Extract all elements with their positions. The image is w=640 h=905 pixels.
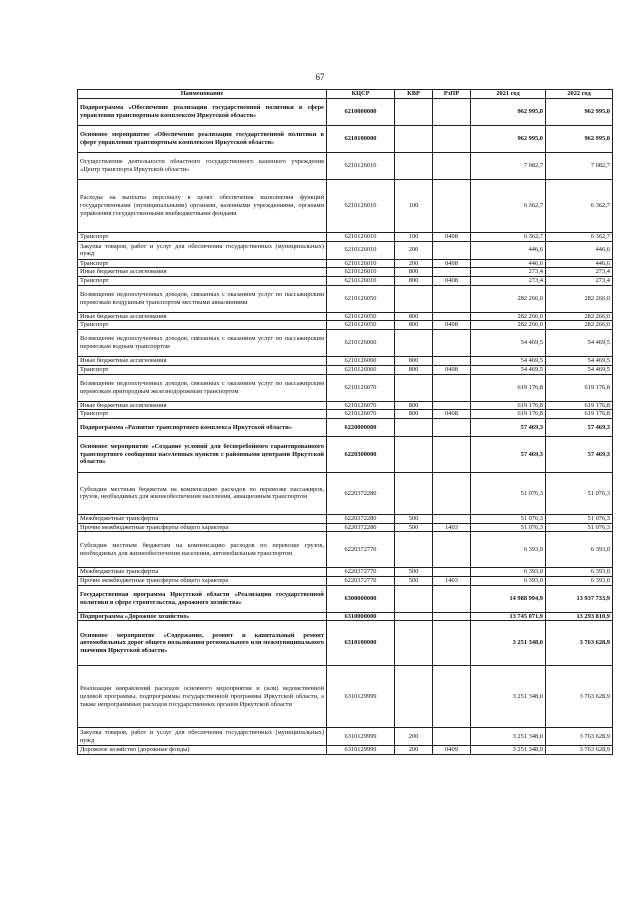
cell-2021: 6 362,7 bbox=[471, 233, 546, 242]
cell-kvr bbox=[395, 153, 433, 180]
cell-kvr: 100 bbox=[395, 233, 433, 242]
cell-name: Транспорт bbox=[78, 321, 327, 330]
cell-kvr: 800 bbox=[395, 410, 433, 419]
header-kcsr: КЦСР bbox=[327, 90, 395, 99]
cell-2021: 619 176,8 bbox=[471, 374, 546, 401]
table-row bbox=[78, 330, 613, 357]
cell-kvr: 800 bbox=[395, 321, 433, 330]
cell-kcsr: 6210126010 bbox=[327, 180, 395, 233]
cell-2022: 6 393,0 bbox=[546, 568, 613, 577]
cell-kcsr: 6220372280 bbox=[327, 472, 395, 514]
cell-2022: 962 995,0 bbox=[546, 126, 613, 153]
cell-name: Иные бюджетные ассигнования bbox=[78, 312, 327, 321]
cell-kcsr: 6220372770 bbox=[327, 576, 395, 585]
cell-kvr: 800 bbox=[395, 312, 433, 321]
cell-name: Иные бюджетные ассигнования bbox=[78, 401, 327, 410]
cell-2022: 57 469,3 bbox=[546, 436, 613, 472]
cell-kcsr: 6220000000 bbox=[327, 418, 395, 436]
cell-2022: 273,4 bbox=[546, 277, 613, 286]
table-row bbox=[78, 259, 613, 268]
budget-table bbox=[77, 89, 613, 755]
page-number: 67 bbox=[315, 72, 325, 82]
cell-kcsr: 6210126070 bbox=[327, 374, 395, 401]
cell-kcsr: 6300000000 bbox=[327, 585, 395, 612]
cell-kvr: 100 bbox=[395, 180, 433, 233]
cell-2022: 6 393,0 bbox=[546, 532, 613, 568]
cell-name: Осуществление деятельности областного государственного казенного учреждения «Центр транспорта Иркутской области» bbox=[78, 153, 327, 180]
cell-2021: 446,6 bbox=[471, 259, 546, 268]
cell-name: Возмещение недополученных доходов, связанных с оказанием услуг по пассажирским перевозкам пригородным железнодорожным транспортом bbox=[78, 374, 327, 401]
table-row bbox=[78, 321, 613, 330]
cell-kvr: 500 bbox=[395, 576, 433, 585]
table-row bbox=[78, 153, 613, 180]
table-row bbox=[78, 312, 613, 321]
table-body bbox=[78, 99, 613, 755]
cell-2022: 3 763 628,9 bbox=[546, 728, 613, 746]
cell-kcsr: 6210126060 bbox=[327, 357, 395, 366]
cell-2022: 962 995,0 bbox=[546, 99, 613, 126]
cell-name: Транспорт bbox=[78, 277, 327, 286]
cell-kcsr: 6310129999 bbox=[327, 728, 395, 746]
table-row bbox=[78, 241, 613, 259]
table-row bbox=[78, 374, 613, 401]
cell-2022: 54 469,5 bbox=[546, 365, 613, 374]
cell-kvr: 800 bbox=[395, 365, 433, 374]
table-row bbox=[78, 436, 613, 472]
cell-kcsr: 6220300000 bbox=[327, 436, 395, 472]
cell-name: Подпрограмма «Развитие транспортного комплекса Иркутской области» bbox=[78, 418, 327, 436]
cell-rzpr: 0408 bbox=[433, 233, 471, 242]
cell-kcsr: 6210126010 bbox=[327, 277, 395, 286]
cell-2021: 54 469,5 bbox=[471, 357, 546, 366]
cell-kvr bbox=[395, 532, 433, 568]
cell-kvr: 200 bbox=[395, 259, 433, 268]
cell-rzpr bbox=[433, 621, 471, 666]
cell-2021: 962 995,0 bbox=[471, 99, 546, 126]
cell-kcsr: 6210126070 bbox=[327, 410, 395, 419]
cell-rzpr bbox=[433, 374, 471, 401]
cell-kcsr: 6220372770 bbox=[327, 568, 395, 577]
cell-kcsr: 6220372280 bbox=[327, 514, 395, 523]
cell-kcsr: 6210100000 bbox=[327, 126, 395, 153]
cell-name: Субсидии местным бюджетам на компенсацию расходов по перевозке грузов, необходимых для жизнеобеспечения населения, автомобильным транспортом bbox=[78, 532, 327, 568]
cell-name: Транспорт bbox=[78, 410, 327, 419]
cell-2022: 51 076,3 bbox=[546, 514, 613, 523]
cell-2022: 446,6 bbox=[546, 241, 613, 259]
cell-2022: 3 763 628,9 bbox=[546, 746, 613, 755]
table-row bbox=[78, 268, 613, 277]
cell-rzpr bbox=[433, 357, 471, 366]
cell-rzpr bbox=[433, 612, 471, 621]
cell-rzpr: 1403 bbox=[433, 523, 471, 532]
cell-kcsr: 6310100000 bbox=[327, 621, 395, 666]
cell-2021: 13 745 071,9 bbox=[471, 612, 546, 621]
cell-kvr bbox=[395, 612, 433, 621]
cell-2021: 282 266,0 bbox=[471, 321, 546, 330]
cell-rzpr bbox=[433, 330, 471, 357]
cell-kvr: 800 bbox=[395, 277, 433, 286]
cell-kvr: 800 bbox=[395, 401, 433, 410]
cell-kvr bbox=[395, 585, 433, 612]
table-row bbox=[78, 568, 613, 577]
cell-2021: 282 266,0 bbox=[471, 285, 546, 312]
cell-name: Прочие межбюджетные трансферты общего характера bbox=[78, 523, 327, 532]
cell-2022: 282 266,0 bbox=[546, 312, 613, 321]
cell-rzpr bbox=[433, 514, 471, 523]
cell-2021: 3 251 348,0 bbox=[471, 666, 546, 728]
cell-2022: 57 469,3 bbox=[546, 418, 613, 436]
cell-kvr bbox=[395, 330, 433, 357]
cell-2022: 273,4 bbox=[546, 268, 613, 277]
cell-name: Подпрограмма «Обеспечение реализации государственной политики в сфере управления транспортным комплексом Иркутской области» bbox=[78, 99, 327, 126]
cell-rzpr: 0408 bbox=[433, 259, 471, 268]
cell-2022: 54 469,5 bbox=[546, 330, 613, 357]
cell-rzpr: 0409 bbox=[433, 746, 471, 755]
cell-kcsr: 6210126010 bbox=[327, 259, 395, 268]
cell-rzpr bbox=[433, 728, 471, 746]
cell-kcsr: 6210126060 bbox=[327, 330, 395, 357]
cell-name: Транспорт bbox=[78, 233, 327, 242]
cell-name: Межбюджетные трансферты bbox=[78, 568, 327, 577]
table-row bbox=[78, 746, 613, 755]
cell-2021: 6 393,0 bbox=[471, 532, 546, 568]
cell-rzpr bbox=[433, 99, 471, 126]
cell-name: Транспорт bbox=[78, 365, 327, 374]
header-kvr: КВР bbox=[395, 90, 433, 99]
cell-2021: 51 076,3 bbox=[471, 472, 546, 514]
table-row bbox=[78, 523, 613, 532]
cell-kvr bbox=[395, 126, 433, 153]
cell-kvr bbox=[395, 418, 433, 436]
cell-rzpr bbox=[433, 153, 471, 180]
table-row bbox=[78, 666, 613, 728]
table-row bbox=[78, 401, 613, 410]
cell-kcsr: 6210126010 bbox=[327, 241, 395, 259]
cell-kcsr: 6220372280 bbox=[327, 523, 395, 532]
table-row bbox=[78, 728, 613, 746]
table-row bbox=[78, 410, 613, 419]
cell-rzpr bbox=[433, 418, 471, 436]
cell-kvr bbox=[395, 436, 433, 472]
cell-name: Иные бюджетные ассигнования bbox=[78, 268, 327, 277]
cell-kcsr: 6210126050 bbox=[327, 321, 395, 330]
cell-2022: 6 362,7 bbox=[546, 233, 613, 242]
cell-name: Возмещение недополученных доходов, связанных с оказанием услуг по пассажирским перевозкам водным транспортом bbox=[78, 330, 327, 357]
cell-2021: 6 362,7 bbox=[471, 180, 546, 233]
header-name: Наименование bbox=[78, 90, 327, 99]
cell-2022: 3 763 628,9 bbox=[546, 666, 613, 728]
cell-kvr: 500 bbox=[395, 568, 433, 577]
cell-kvr bbox=[395, 374, 433, 401]
cell-kvr bbox=[395, 666, 433, 728]
cell-rzpr bbox=[433, 585, 471, 612]
cell-2021: 273,4 bbox=[471, 268, 546, 277]
cell-kcsr: 6210126050 bbox=[327, 312, 395, 321]
cell-name: Возмещение недополученных доходов, связанных с оказанием услуг по пассажирским перевозкам воздушным транспортом местными авиалиниями bbox=[78, 285, 327, 312]
cell-2022: 619 176,8 bbox=[546, 410, 613, 419]
cell-2022: 54 469,5 bbox=[546, 357, 613, 366]
cell-kvr: 500 bbox=[395, 514, 433, 523]
cell-2021: 3 251 348,0 bbox=[471, 728, 546, 746]
cell-rzpr bbox=[433, 401, 471, 410]
cell-rzpr: 0408 bbox=[433, 277, 471, 286]
table-row bbox=[78, 472, 613, 514]
cell-kcsr: 6210126060 bbox=[327, 365, 395, 374]
cell-rzpr bbox=[433, 532, 471, 568]
cell-2021: 51 076,3 bbox=[471, 523, 546, 532]
cell-rzpr bbox=[433, 472, 471, 514]
table-row bbox=[78, 621, 613, 666]
cell-2022: 51 076,3 bbox=[546, 523, 613, 532]
cell-kvr bbox=[395, 99, 433, 126]
cell-2021: 7 082,7 bbox=[471, 153, 546, 180]
table-row bbox=[78, 285, 613, 312]
cell-2022: 6 362,7 bbox=[546, 180, 613, 233]
cell-kcsr: 6210000000 bbox=[327, 99, 395, 126]
cell-kcsr: 6310000000 bbox=[327, 612, 395, 621]
cell-2021: 57 469,3 bbox=[471, 436, 546, 472]
cell-2022: 13 937 733,9 bbox=[546, 585, 613, 612]
cell-rzpr: 0408 bbox=[433, 321, 471, 330]
cell-2022: 7 082,7 bbox=[546, 153, 613, 180]
cell-kcsr: 6210126010 bbox=[327, 153, 395, 180]
cell-2021: 619 176,8 bbox=[471, 410, 546, 419]
cell-name: Основное мероприятие «Содержание, ремонт и капитальный ремонт автомобильных дорог общего пользования регионального или межмуниципального значения Иркутской области» bbox=[78, 621, 327, 666]
cell-kcsr: 6310129999 bbox=[327, 746, 395, 755]
cell-name: Реализация направлений расходов основного мероприятия и (или) ведомственной целевой программы, подпрограммы государственной программы Иркутской области, а также непрограммных расходов государственных органов Иркутской области bbox=[78, 666, 327, 728]
cell-name: Закупка товаров, работ и услуг для обеспечения государственных (муниципальных) нужд bbox=[78, 728, 327, 746]
cell-name: Транспорт bbox=[78, 259, 327, 268]
cell-kvr: 200 bbox=[395, 746, 433, 755]
cell-name: Дорожное хозяйство (дорожные фонды) bbox=[78, 746, 327, 755]
table-row bbox=[78, 357, 613, 366]
header-rzpr: РзПР bbox=[433, 90, 471, 99]
cell-2021: 14 988 994,9 bbox=[471, 585, 546, 612]
table-row bbox=[78, 126, 613, 153]
cell-2022: 51 076,3 bbox=[546, 472, 613, 514]
cell-2021: 51 076,3 bbox=[471, 514, 546, 523]
cell-name: Государственная программа Иркутской области «Реализация государственной политики в сфере строительства, дорожного хозяйства» bbox=[78, 585, 327, 612]
cell-kvr bbox=[395, 285, 433, 312]
cell-rzpr bbox=[433, 180, 471, 233]
table-row bbox=[78, 576, 613, 585]
table-row bbox=[78, 514, 613, 523]
cell-name: Основное мероприятие «Создание условий для бесперебойного гарантированного транспортного сообщения населенных пунктов с районными центрами Иркутской области» bbox=[78, 436, 327, 472]
table-row bbox=[78, 180, 613, 233]
cell-2021: 273,4 bbox=[471, 277, 546, 286]
cell-name: Иные бюджетные ассигнования bbox=[78, 357, 327, 366]
cell-2021: 282 266,0 bbox=[471, 312, 546, 321]
table-row bbox=[78, 532, 613, 568]
cell-name: Прочие межбюджетные трансферты общего характера bbox=[78, 576, 327, 585]
table-row bbox=[78, 612, 613, 621]
cell-2021: 3 251 348,0 bbox=[471, 746, 546, 755]
cell-2022: 446,6 bbox=[546, 259, 613, 268]
cell-rzpr bbox=[433, 666, 471, 728]
cell-2021: 57 469,3 bbox=[471, 418, 546, 436]
cell-kcsr: 6210126010 bbox=[327, 233, 395, 242]
table-row bbox=[78, 277, 613, 286]
cell-rzpr: 0408 bbox=[433, 365, 471, 374]
cell-kvr: 500 bbox=[395, 523, 433, 532]
cell-name: Межбюджетные трансферты bbox=[78, 514, 327, 523]
cell-2021: 6 393,0 bbox=[471, 568, 546, 577]
table-row bbox=[78, 418, 613, 436]
cell-2022: 619 176,8 bbox=[546, 401, 613, 410]
cell-kcsr: 6220372770 bbox=[327, 532, 395, 568]
cell-rzpr bbox=[433, 568, 471, 577]
cell-2021: 3 251 348,0 bbox=[471, 621, 546, 666]
cell-kvr: 200 bbox=[395, 728, 433, 746]
cell-name: Субсидии местным бюджетам на компенсацию расходов по перевозке пассажиров, грузов, необходимых для жизнеобеспечения населения, авиационным транспортом bbox=[78, 472, 327, 514]
cell-2022: 282 266,0 bbox=[546, 321, 613, 330]
table-row bbox=[78, 365, 613, 374]
cell-rzpr bbox=[433, 312, 471, 321]
header-2022: 2022 год bbox=[546, 90, 613, 99]
cell-name: Основное мероприятие «Обеспечение реализации государственной политики в сфере управления транспортным комплексом Иркутской области» bbox=[78, 126, 327, 153]
cell-rzpr: 0408 bbox=[433, 410, 471, 419]
cell-rzpr bbox=[433, 285, 471, 312]
cell-rzpr bbox=[433, 436, 471, 472]
cell-rzpr bbox=[433, 268, 471, 277]
cell-rzpr: 1403 bbox=[433, 576, 471, 585]
cell-kvr bbox=[395, 621, 433, 666]
cell-kcsr: 6210126010 bbox=[327, 268, 395, 277]
table-header-row bbox=[78, 90, 613, 99]
cell-2021: 54 469,5 bbox=[471, 365, 546, 374]
cell-kcsr: 6210126050 bbox=[327, 285, 395, 312]
table-row bbox=[78, 99, 613, 126]
table-row bbox=[78, 233, 613, 242]
cell-2021: 446,6 bbox=[471, 241, 546, 259]
cell-kcsr: 6210126070 bbox=[327, 401, 395, 410]
cell-rzpr bbox=[433, 126, 471, 153]
cell-2021: 619 176,8 bbox=[471, 401, 546, 410]
cell-2022: 282 266,0 bbox=[546, 285, 613, 312]
table-row bbox=[78, 585, 613, 612]
cell-rzpr bbox=[433, 241, 471, 259]
cell-name: Закупка товаров, работ и услуг для обеспечения государственных (муниципальных) нужд bbox=[78, 241, 327, 259]
cell-2021: 962 995,0 bbox=[471, 126, 546, 153]
cell-kvr: 800 bbox=[395, 357, 433, 366]
cell-name: Подпрограмма «Дорожное хозяйство» bbox=[78, 612, 327, 621]
cell-2022: 619 176,8 bbox=[546, 374, 613, 401]
cell-2022: 6 393,0 bbox=[546, 576, 613, 585]
cell-kcsr: 6310129999 bbox=[327, 666, 395, 728]
cell-2021: 54 469,5 bbox=[471, 330, 546, 357]
cell-kvr: 200 bbox=[395, 241, 433, 259]
cell-2022: 13 293 810,9 bbox=[546, 612, 613, 621]
cell-name: Расходы на выплаты персоналу в целях обеспечения выполнения функций государственными (муниципальными) органами, казенными учреждениями, органами управления государственными внебюджетными фондами bbox=[78, 180, 327, 233]
cell-kvr bbox=[395, 472, 433, 514]
header-2021: 2021 год bbox=[471, 90, 546, 99]
cell-2022: 3 763 628,9 bbox=[546, 621, 613, 666]
cell-kvr: 800 bbox=[395, 268, 433, 277]
cell-2021: 6 393,0 bbox=[471, 576, 546, 585]
